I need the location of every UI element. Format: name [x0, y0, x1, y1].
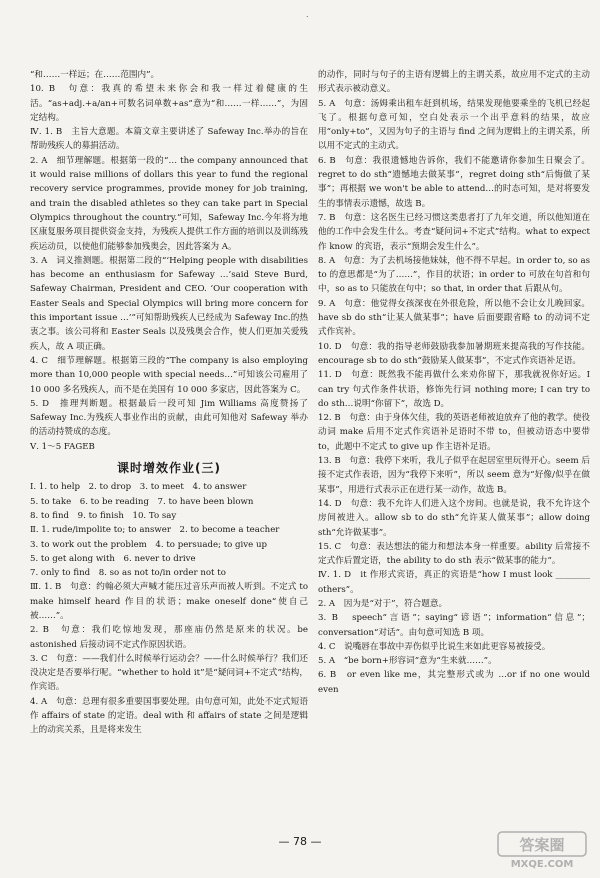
answers-group-2: [30, 480, 308, 737]
answer-paragraph: 6. B or even like me，其完整形式或为 …or if no one would even: [318, 670, 590, 695]
answer-paragraph: 13. B 句意：我停下来听，我儿子似乎在起居室里玩得开心。seem 后接不定式作表语，因为“我停下来听”，所以 seem 意为“好像/似乎在做某事”，用进行式表示正在进行某一动作，故选 B。: [318, 456, 590, 495]
answer-paragraph: 5. A 句意：汤姆乘出租车赶到机场，结果发现他要乘坐的飞机已经起飞了。根据句意可知，空白处表示一个出乎意料的结果，故应用“only+to”，又因为句子的主语与 find 之间为逻辑上的主谓关系，所以用不定式的主动式。: [318, 98, 590, 152]
answer-paragraph: 4. C 细节理解题。根据第三段的“The company is also employing more than 10,000 people with special needs…”可知该公司雇用了 10 000 多名残疾人，而不是在美国有 10 000 多家店，因此答案为 C。: [30, 355, 308, 395]
answer-paragraph: 3. to work out the problem 4. to persuade; to give up: [30, 539, 268, 550]
watermark-url: MXQE.COM: [510, 859, 574, 870]
page-number: — 78 —: [278, 835, 322, 848]
answer-paragraph: 15. C 句意：表达想法的能力和想法本身一样重要。ability 后常接不定式作后置定语，the ability to do sth 表示“做某事的能力”。: [318, 541, 590, 567]
answer-paragraph: 3. B speech“言语”；saying“谚语”；information“信息”；conversation“对话”。由句意可知选 B 项。: [318, 613, 590, 638]
answers-group-3: [318, 68, 590, 697]
answer-paragraph: 的动作，同时与句子的主语有逻辑上的主谓关系，故应用不定式的主动形式表示被动意义。: [318, 70, 590, 95]
right-column: [318, 68, 590, 697]
answer-paragraph: 9. A 句意：他觉得女孩深夜在外很危险，所以他不会让女儿晚回家。have sb do sth“让某人做某事”；have 后面要跟省略 to 的动词不定式作宾补。: [318, 298, 590, 338]
left-column: [30, 68, 308, 738]
answer-paragraph: 3. A 词义推测题。根据第二段的“‘Helping people with disabilities has become an enthusiasm for Safeway …’said Steve Burd, Safeway Chairman, President and CEO. ‘Our cooperation with Easter Seals and Special Olympics will bring more concern for this important issue …’”可知帮助残疾人已经成为 Safeway Inc.的热衷之事。该公司将和 Easter Seals 以及残奥会合作，使人们更加关爱残疾人，故 A 项正确。: [30, 255, 308, 352]
answer-paragraph: 3. C 句意：——我们什么时候举行运动会？——什么时候举行？我们还没决定是否要举行呢。“whether to hold it”是“疑问词+不定式”结构，作宾语。: [30, 653, 308, 693]
answer-paragraph: 5. A “be born+形容词”意为“生来就……”。: [318, 656, 497, 667]
answer-paragraph: 14. D 句意：我不允许人们进入这个房间。也就是说，我不允许这个房间被进入。allow sb to do sth“允许某人做某事”；allow doing sth“允许做某事”。: [318, 498, 590, 538]
answer-paragraph: 2. B 句意：我们吃惊地发现，那座庙仍然是原来的状况。be astonished 后接动词不定式作原因状语。: [30, 625, 308, 650]
answer-paragraph: Ⅱ. 1. rude/impolite to; to answer 2. to become a teacher: [30, 525, 280, 536]
answer-paragraph: 4. A 句意：总理有很多重要国事要处理。由句意可知，此处不定式短语作 affairs of state 的定语。deal with 和 affairs of state 之间是逻辑上的动宾关系，且是将来发生: [30, 696, 308, 736]
answer-paragraph: 12. B 句意：由于身体欠佳，我的英语老师被迫放弃了他的教学。使役动词 make 后用不定式作宾语补足语时不带 to，但被动语态中要带 to，此题中不定式 to give up 作主语补足语。: [318, 413, 590, 452]
answer-paragraph: 10. D 句意：我的指导老师鼓励我参加暑期班来提高我的写作技能。encourage sb to do sth“鼓励某人做某事”，不定式作宾语补足语。: [318, 341, 590, 366]
answer-paragraph: Ⅳ. 1. B 主旨大意题。本篇文章主要讲述了 Safeway Inc.举办的旨在帮助残疾人的募捐活动。: [30, 127, 308, 152]
section-title: 课时增效作业(三): [117, 461, 221, 476]
answer-paragraph: 11. D 句意：既然我不能再做什么来劝你留下，那我就祝你好运。I can try 句式作条件状语，修饰先行词 nothing more; I can try to do sth…说明“你留下”，故选 D。: [318, 370, 590, 409]
answer-paragraph: Ⅴ. 1～5 FAGEB: [30, 441, 95, 452]
answer-paragraph: 6. B 句意：我很遗憾地告诉你，我们不能邀请你参加生日聚会了。regret to do sth“遗憾地去做某事”，regret doing sth“后悔做了某事”；再根据 we won't be able to attend…的时态可知，是对将要发生的事情表示遗憾，故选 B。: [318, 155, 590, 209]
answer-paragraph: “和……一样远；在……范围内”。: [30, 70, 160, 80]
answers-group-1: [30, 68, 308, 454]
watermark-logo: [496, 830, 588, 870]
answer-paragraph: 5. to get along with 6. never to drive: [30, 553, 196, 564]
answer-paragraph: 2. A 细节理解题。根据第一段的“… the company announced that it would raise millions of dollars this year to fund the regional recovery service programmes, provide money for job training, and train the disabled athletes so they can take part in Special Olympics throughout the country.”可知，Safeway Inc.今年将为地区康复服务项目提供资金支持，为残疾人提供工作方面的培训以及训练残疾运动员，以使他们能够参加残奥会，因此答案为 A。: [30, 155, 308, 252]
answer-paragraph: 7. only to find 8. so as not to/in order not to: [30, 568, 226, 579]
answer-paragraph: 5. D 推理判断题。根据最后一段可知 Jim Williams 高度赞扬了 Safeway Inc.为残疾人事业作出的贡献，由此可知他对 Safeway 举办的活动持赞成的态度。: [30, 398, 308, 438]
answer-paragraph: 10. B 句意：我真的希望未来你会和我一样过着健康的生活。“as+adj.+a/an+可数名词单数+as”意为“和……一样……”，为固定结构。: [30, 84, 308, 123]
answer-paragraph: Ⅲ. 1. B 句意：约翰必须大声喊才能压过音乐声而被人听到。不定式 to make himself heard 作目的状语；make oneself done“使自己被……”。: [30, 582, 308, 621]
answer-paragraph: 8. to find 9. to finish 10. To say: [30, 510, 177, 521]
stray-mark: .: [306, 10, 309, 19]
answer-paragraph: 5. to take 6. to be reading 7. to have been blown: [30, 496, 254, 507]
answer-paragraph: 7. B 句意：这名医生已经习惯这类患者打了九年交道，所以他知道在他的工作中会发生什么。考查“疑问词+不定式”结构。what to expect 作 know 的宾语，表示“预期会发生什么”。: [318, 212, 590, 252]
answer-paragraph: 8. A 句意：为了去机场接他妹妹，他不得不早起。in order to, so as to 的意思都是“为了……”，作目的状语；in order to 可放在句首和句中，so as to 只能放在句中；so that, in order that 后跟从句。: [318, 255, 590, 295]
answer-paragraph: 4. C 说嘴唇在事故中弄伤似乎比说生来如此更容易被接受。: [318, 641, 551, 652]
answer-paragraph: Ⅳ. 1. D it 作形式宾语，真正的宾语是“how I must look ________ others”。: [318, 570, 590, 595]
answer-paragraph: 2. A 因为是“对于”，符合题意。: [318, 598, 448, 609]
answer-paragraph: Ⅰ. 1. to help 2. to drop 3. to meet 4. to answer: [30, 482, 247, 493]
watermark-title: 答案圈: [519, 836, 565, 854]
